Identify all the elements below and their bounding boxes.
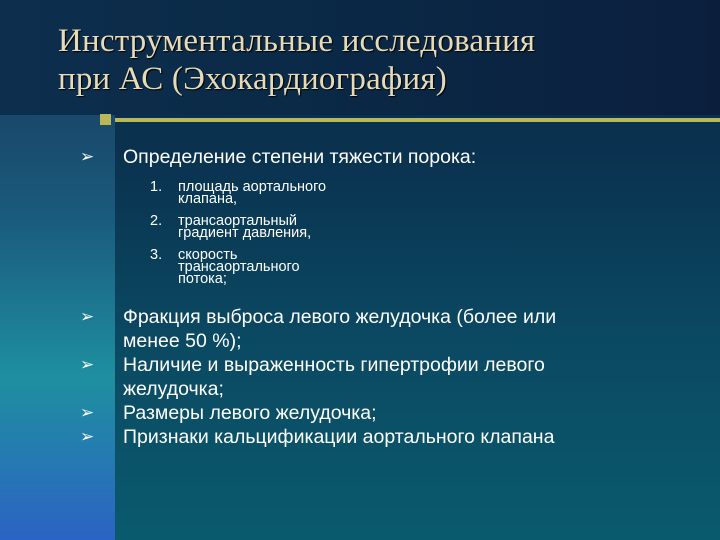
sublist-line: площадь аортального — [178, 179, 327, 195]
sublist-item — [80, 215, 700, 239]
sublist-line: трансаортальный — [178, 213, 297, 229]
title-line-2: при АС (Эхокардиография) — [58, 61, 447, 97]
title-rule-marker — [100, 114, 111, 125]
bullet-line: желудочка; — [123, 378, 224, 400]
sublist-line: клапана, — [178, 191, 238, 207]
numbered-sublist — [80, 181, 700, 285]
sublist-number: 3. — [150, 247, 163, 263]
bullet-item — [80, 401, 700, 425]
bullet-line: менее 50 %); — [123, 330, 242, 352]
sublist-line: потока; — [178, 271, 227, 287]
sublist-number: 2. — [150, 213, 163, 229]
sublist-line: трансаортального — [178, 259, 300, 275]
sublist-item — [80, 249, 700, 285]
title-line-1: Инструментальные исследования — [58, 23, 536, 59]
arrowhead-bullet-icon: ➢ — [80, 403, 95, 422]
arrowhead-bullet-icon: ➢ — [80, 147, 95, 166]
title-divider-rule — [115, 118, 720, 122]
sublist-number: 1. — [150, 179, 163, 195]
sublist-item — [80, 181, 700, 205]
bullet-item — [80, 305, 700, 353]
slide-title — [58, 22, 698, 98]
bullet-line: Признаки кальцификации аортального клапана — [123, 426, 555, 448]
bullet-line: Фракция выброса левого желудочка (более или — [123, 306, 557, 328]
bullet-line: Размеры левого желудочка; — [123, 402, 377, 424]
slide-content — [80, 145, 700, 449]
bullet-text: Определение степени тяжести порока: — [123, 146, 477, 168]
bullet-item — [80, 353, 700, 401]
bullet-item — [80, 145, 700, 169]
sublist-line: скорость — [178, 247, 238, 263]
arrowhead-bullet-icon: ➢ — [80, 307, 95, 326]
bullet-line: Наличие и выраженность гипертрофии левого — [123, 354, 545, 376]
arrowhead-bullet-icon: ➢ — [80, 427, 95, 446]
bullet-item — [80, 425, 700, 449]
arrowhead-bullet-icon: ➢ — [80, 355, 95, 374]
sublist-line: градиент давления, — [178, 225, 312, 241]
